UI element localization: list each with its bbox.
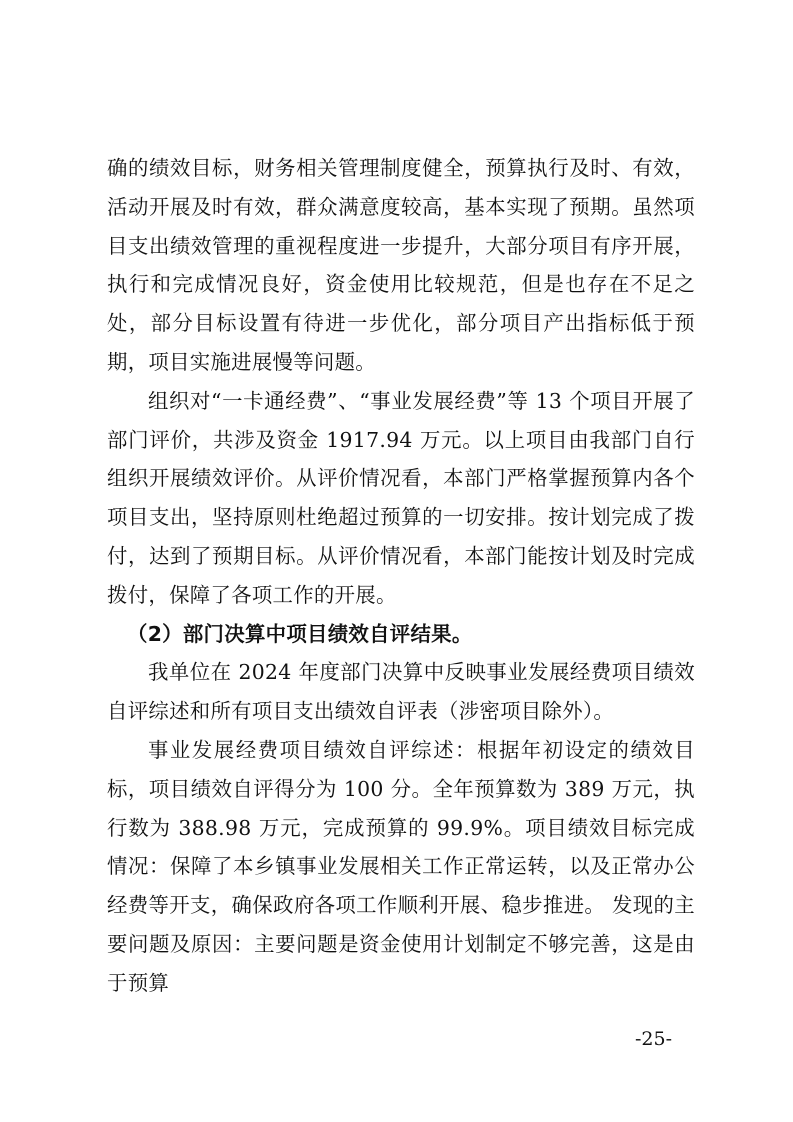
paragraph-performance-summary: 确的绩效目标，财务相关管理制度健全，预算执行及时、有效，活动开展及时有效，群众满意度较高，基本实现了预期。虽然项目支出绩效管理的重视程度进一步提升，大部分项目有序开展，执行和完成情况良好，资金使用比较规范，但是也存在不足之处，部分目标设置有待进一步优化，部分项目产出指标低于预期，项目实施进展慢等问题。 xyxy=(107,156,695,374)
paragraph-final-accounts: 我单位在 2024 年度部门决算中反映事业发展经费项目绩效自评综述和所有项目支出绩效自评表（涉密项目除外）。 xyxy=(107,660,695,724)
document-body xyxy=(107,149,695,1003)
paragraph-department-evaluation: 组织对“一卡通经费”、“事业发展经费”等 13 个项目开展了部门评价，共涉及资金 1917.94 万元。以上项目由我部门自行组织开展绩效评价。从评价情况看，本部门严格掌握预算内各个项目支出，坚持原则杜绝超过预算的一切安排。按计划完成了拨付，达到了预期目标。从评价情况看，本部门能按计划及时完成拨付，保障了各项工作的开展。 xyxy=(107,388,695,607)
paragraph-development-fund-review: 事业发展经费项目绩效自评综述：根据年初设定的绩效目标，项目绩效自评得分为 100 分。全年预算数为 389 万元，执行数为 388.98 万元，完成预算的 99.9%。项目绩效目标完成情况：保障了本乡镇事业发展相关工作正常运转，以及正常办公经费等开支，确保政府各项工作顺利开展、稳步推进。 发现的主要问题及原因：主要问题是资金使用计划制定不够完善，这是由于预算 xyxy=(107,737,696,995)
page-number: -25- xyxy=(635,1028,673,1050)
section-heading-self-evaluation: （2）部门决算中项目绩效自评结果。 xyxy=(127,621,473,646)
